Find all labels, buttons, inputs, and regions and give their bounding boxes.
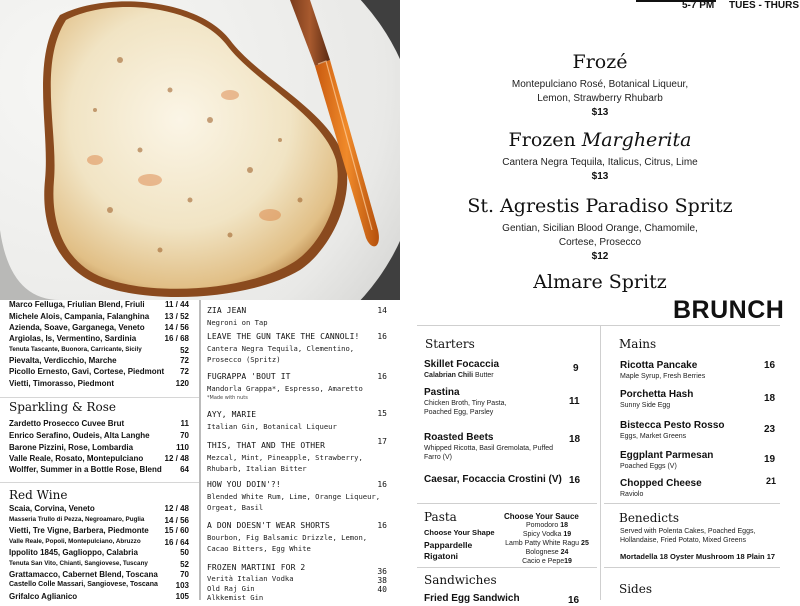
sauce-title: Choose Your Sauce	[504, 512, 579, 521]
section-divider	[604, 503, 780, 504]
wine-row: Grattamacco, Cabernet Blend, Toscana 70	[9, 570, 189, 579]
sauce-option: Cacio e Pepe19	[522, 558, 572, 565]
cocktail-price: 16	[377, 372, 387, 381]
benedicts-options: Mortadella 18 Oyster Mushroom 18 Plain 17	[620, 552, 776, 561]
drink-name: Almare Spritz	[533, 271, 667, 293]
menu-item-price: 21	[766, 476, 777, 486]
happy-hour-time: 5-7 PM	[682, 0, 715, 11]
cocktail-name: FROZEN MARTINI FOR 2	[207, 563, 306, 572]
cocktail-name: FUGRAPPA 'BOUT IT	[207, 372, 291, 381]
brunch-menu	[400, 296, 800, 606]
wine-row: Valle Reale, Popoli, Montepulciano, Abruzzo 16 / 64	[9, 538, 189, 547]
menu-item-price: 16	[764, 360, 776, 371]
wine-row: Scaia, Corvina, Veneto 12 / 48	[9, 504, 189, 513]
cocktail-item	[207, 563, 389, 603]
section-divider	[417, 325, 780, 326]
menu-item: Roasted Beets Whipped Ricotta, Basil Gremolata, Puffed Farro (V)	[424, 432, 554, 461]
drink-name: St. Agrestis Paradiso Spritz	[467, 195, 733, 217]
section-divider	[417, 567, 597, 568]
cocktail-name: ZIA JEAN	[207, 306, 247, 315]
drink-item	[400, 50, 800, 118]
menu-item: Porchetta Hash Sunny Side Egg	[620, 389, 694, 409]
cocktail-price: 36	[377, 567, 387, 576]
wine-row: Pievalta, Verdicchio, Marche 72	[9, 356, 189, 365]
cocktail-name: A DON DOESN'T WEAR SHORTS	[207, 521, 330, 530]
cocktail-name: AYY, MARIE	[207, 410, 257, 419]
wine-list	[0, 300, 200, 600]
cocktail-price: 16	[377, 332, 387, 341]
starters-title: Starters	[425, 337, 475, 351]
cocktail-item	[207, 480, 389, 513]
menu-item-price: 23	[764, 424, 776, 435]
section-divider	[604, 567, 780, 568]
cocktail-name: THIS, THAT AND THE OTHER	[207, 441, 325, 450]
wine-section-title: Red Wine	[9, 488, 68, 502]
cocktail-footnote: *Made with nuts	[207, 394, 248, 401]
happy-hour-days: TUES - THURS	[729, 0, 799, 11]
wine-row: Valle Reale, Rosato, Montepulciano 12 / 48	[9, 454, 189, 463]
cocktail-item	[207, 372, 389, 401]
cocktail-item	[207, 332, 389, 365]
sauce-option: Pomodoro 18	[525, 522, 569, 529]
drink-description: Montepulciano Rosé, Botanical Liqueur, Lemon, Strawberry Rhubarb	[511, 79, 689, 104]
drink-price: $13	[591, 107, 609, 118]
wine-row: Picollo Ernesto, Gavi, Cortese, Piedmont 72	[9, 367, 189, 376]
sides-title: Sides	[619, 582, 652, 596]
cocktail-item	[207, 441, 389, 474]
wine-row: Vietti, Timorasso, Piedmont 120	[9, 379, 189, 388]
wine-row: Ippolito 1845, Gaglioppo, Calabria 50	[9, 548, 189, 557]
wine-row: Castello Colle Massari, Sangiovese, Toscana 103	[9, 581, 189, 590]
wine-row: Masseria Trullo di Pezza, Negroamaro, Puglia 14 / 56	[9, 516, 189, 525]
cocktail-price: 15	[377, 409, 387, 418]
cocktail-name: HOW YOU DOIN'?!	[207, 480, 281, 489]
menu-item-price: 9	[573, 363, 579, 374]
menu-item-price: 11	[569, 396, 580, 407]
cocktail-description: Cantera Negra Tequila, Clementino, Prosecco (Spritz)	[207, 344, 355, 364]
brunch-title: BRUNCH	[673, 296, 785, 324]
menu-item-price: 18	[569, 434, 581, 445]
wine-row: Argiolas, Is, Vermentino, Sardinia 16 / 68	[9, 334, 189, 343]
cocktail-price: 17	[377, 437, 387, 446]
cocktail-description: Negroni on Tap	[207, 318, 268, 327]
menu-item-price: 16	[568, 595, 580, 606]
menu-item-price: 19	[764, 454, 776, 465]
pasta-shapes: Pappardelle Rigatoni	[424, 540, 473, 561]
drink-price: $12	[591, 251, 609, 262]
cocktail-item	[207, 410, 389, 433]
sandwiches-title: Sandwiches	[424, 573, 497, 587]
drink-item	[400, 270, 800, 294]
cocktail-name: LEAVE THE GUN TAKE THE CANNOLI!	[207, 332, 360, 341]
drink-name: Frozé	[572, 51, 628, 73]
wine-section-title: Sparkling & Rose	[9, 400, 116, 414]
menu-item-price: 18	[764, 393, 776, 404]
cocktail-price: 16	[377, 480, 387, 489]
wine-row: Barone Pizzini, Rose, Lombardia 110	[9, 443, 189, 452]
section-divider	[0, 482, 200, 483]
wine-row: Tenuta Tascante, Buonora, Carricante, Sicily 52	[9, 346, 189, 355]
menu-item: Eggplant Parmesan Poached Eggs (V)	[620, 450, 714, 470]
wine-row: Wolffer, Summer in a Bottle Rose, Blend 64	[9, 465, 189, 474]
cocktail-price: 40	[377, 585, 387, 594]
cocktail-price: 14	[377, 306, 387, 315]
wine-row: Azienda, Soave, Garganega, Veneto 14 / 56	[9, 323, 189, 332]
section-divider	[0, 397, 200, 398]
food-photo	[0, 0, 400, 300]
sauce-option: Lamb Patty White Ragu 25	[505, 540, 589, 547]
drink-description: Gentian, Sicilian Blood Orange, Chamomile, Cortese, Prosecco	[502, 223, 698, 248]
drink-item	[400, 128, 800, 182]
menu-item-price: 16	[569, 475, 581, 486]
cocktail-description: Mandorla Grappa*, Espresso, Amaretto	[207, 384, 363, 393]
wine-row: Grifalco Aglianico 105	[9, 592, 189, 601]
cocktail-item	[207, 521, 389, 554]
drink-name: Frozen Margherita	[508, 129, 692, 151]
wine-row: Zardetto Prosecco Cuvee Brut 11	[9, 419, 189, 428]
wine-row: Marco Felluga, Friulian Blend, Friuli 11 / 44	[9, 300, 189, 309]
column-divider	[600, 326, 601, 600]
cocktail-item	[207, 306, 389, 329]
benedicts-description: Served with Polenta Cakes, Poached Eggs, Hollandaise, Fried Potato, Mixed Greens	[620, 528, 756, 544]
cocktail-description: Italian Gin, Botanical Liqueur	[207, 422, 337, 431]
cocktail-price: 38	[377, 576, 387, 585]
wine-row: Enrico Serafino, Oudeis, Alta Langhe 70	[9, 431, 189, 440]
wine-row: Michele Alois, Campania, Falanghina 13 / 52	[9, 312, 189, 321]
pasta-title: Pasta	[424, 510, 457, 524]
wine-row: Tenuta San Vito, Chianti, Sangiovese, Tuscany 52	[9, 560, 189, 569]
section-divider	[417, 503, 597, 504]
menu-item: Bistecca Pesto Rosso Eggs, Market Greens	[620, 420, 725, 440]
cocktail-description: Mezcal, Mint, Pineapple, Strawberry, Rhubarb, Italian Bitter	[207, 453, 363, 473]
pasta-shape-label: Choose Your Shape	[424, 528, 495, 537]
menu-item: Skillet Focaccia Calabrian Chili Butter	[424, 359, 500, 379]
menu-item: Pastina Chicken Broth, Tiny Pasta, Poached Egg, Parsley	[424, 387, 507, 416]
sauce-option: Spicy Vodka 19	[522, 531, 572, 538]
drink-price: $13	[591, 171, 609, 182]
chicken-parmesan-image	[0, 0, 400, 300]
cocktail-list	[201, 300, 400, 600]
menu-item: Ricotta Pancake Maple Syrup, Fresh Berries	[620, 360, 706, 380]
drink-item	[400, 194, 800, 262]
menu-item: Fried Egg Sandwich	[424, 593, 520, 604]
cocktail-description: Verità Italian Vodka Old Raj Gin Alkkemist Gin	[207, 574, 294, 602]
sauce-option: Bolognese 24	[525, 549, 569, 556]
menu-item: Caesar, Focaccia Crostini (V)	[424, 474, 562, 485]
menu-item: Chopped Cheese Raviolo	[620, 478, 702, 498]
benedicts-title: Benedicts	[619, 511, 679, 525]
mains-title: Mains	[619, 337, 657, 351]
drink-description: Cantera Negra Tequila, Italicus, Citrus, Lime	[502, 157, 698, 168]
happy-hour-frozen-menu	[400, 0, 800, 300]
cocktail-price: 16	[377, 521, 387, 530]
cocktail-description: Bourbon, Fig Balsamic Drizzle, Lemon, Cacao Bitters, Egg White	[207, 533, 368, 553]
wine-row: Vietti, Tre Vigne, Barbera, Piedmonte 15 / 60	[9, 526, 189, 535]
cocktail-description: Blended White Rum, Lime, Orange Liqueur, Orgeat, Basil	[207, 492, 381, 512]
